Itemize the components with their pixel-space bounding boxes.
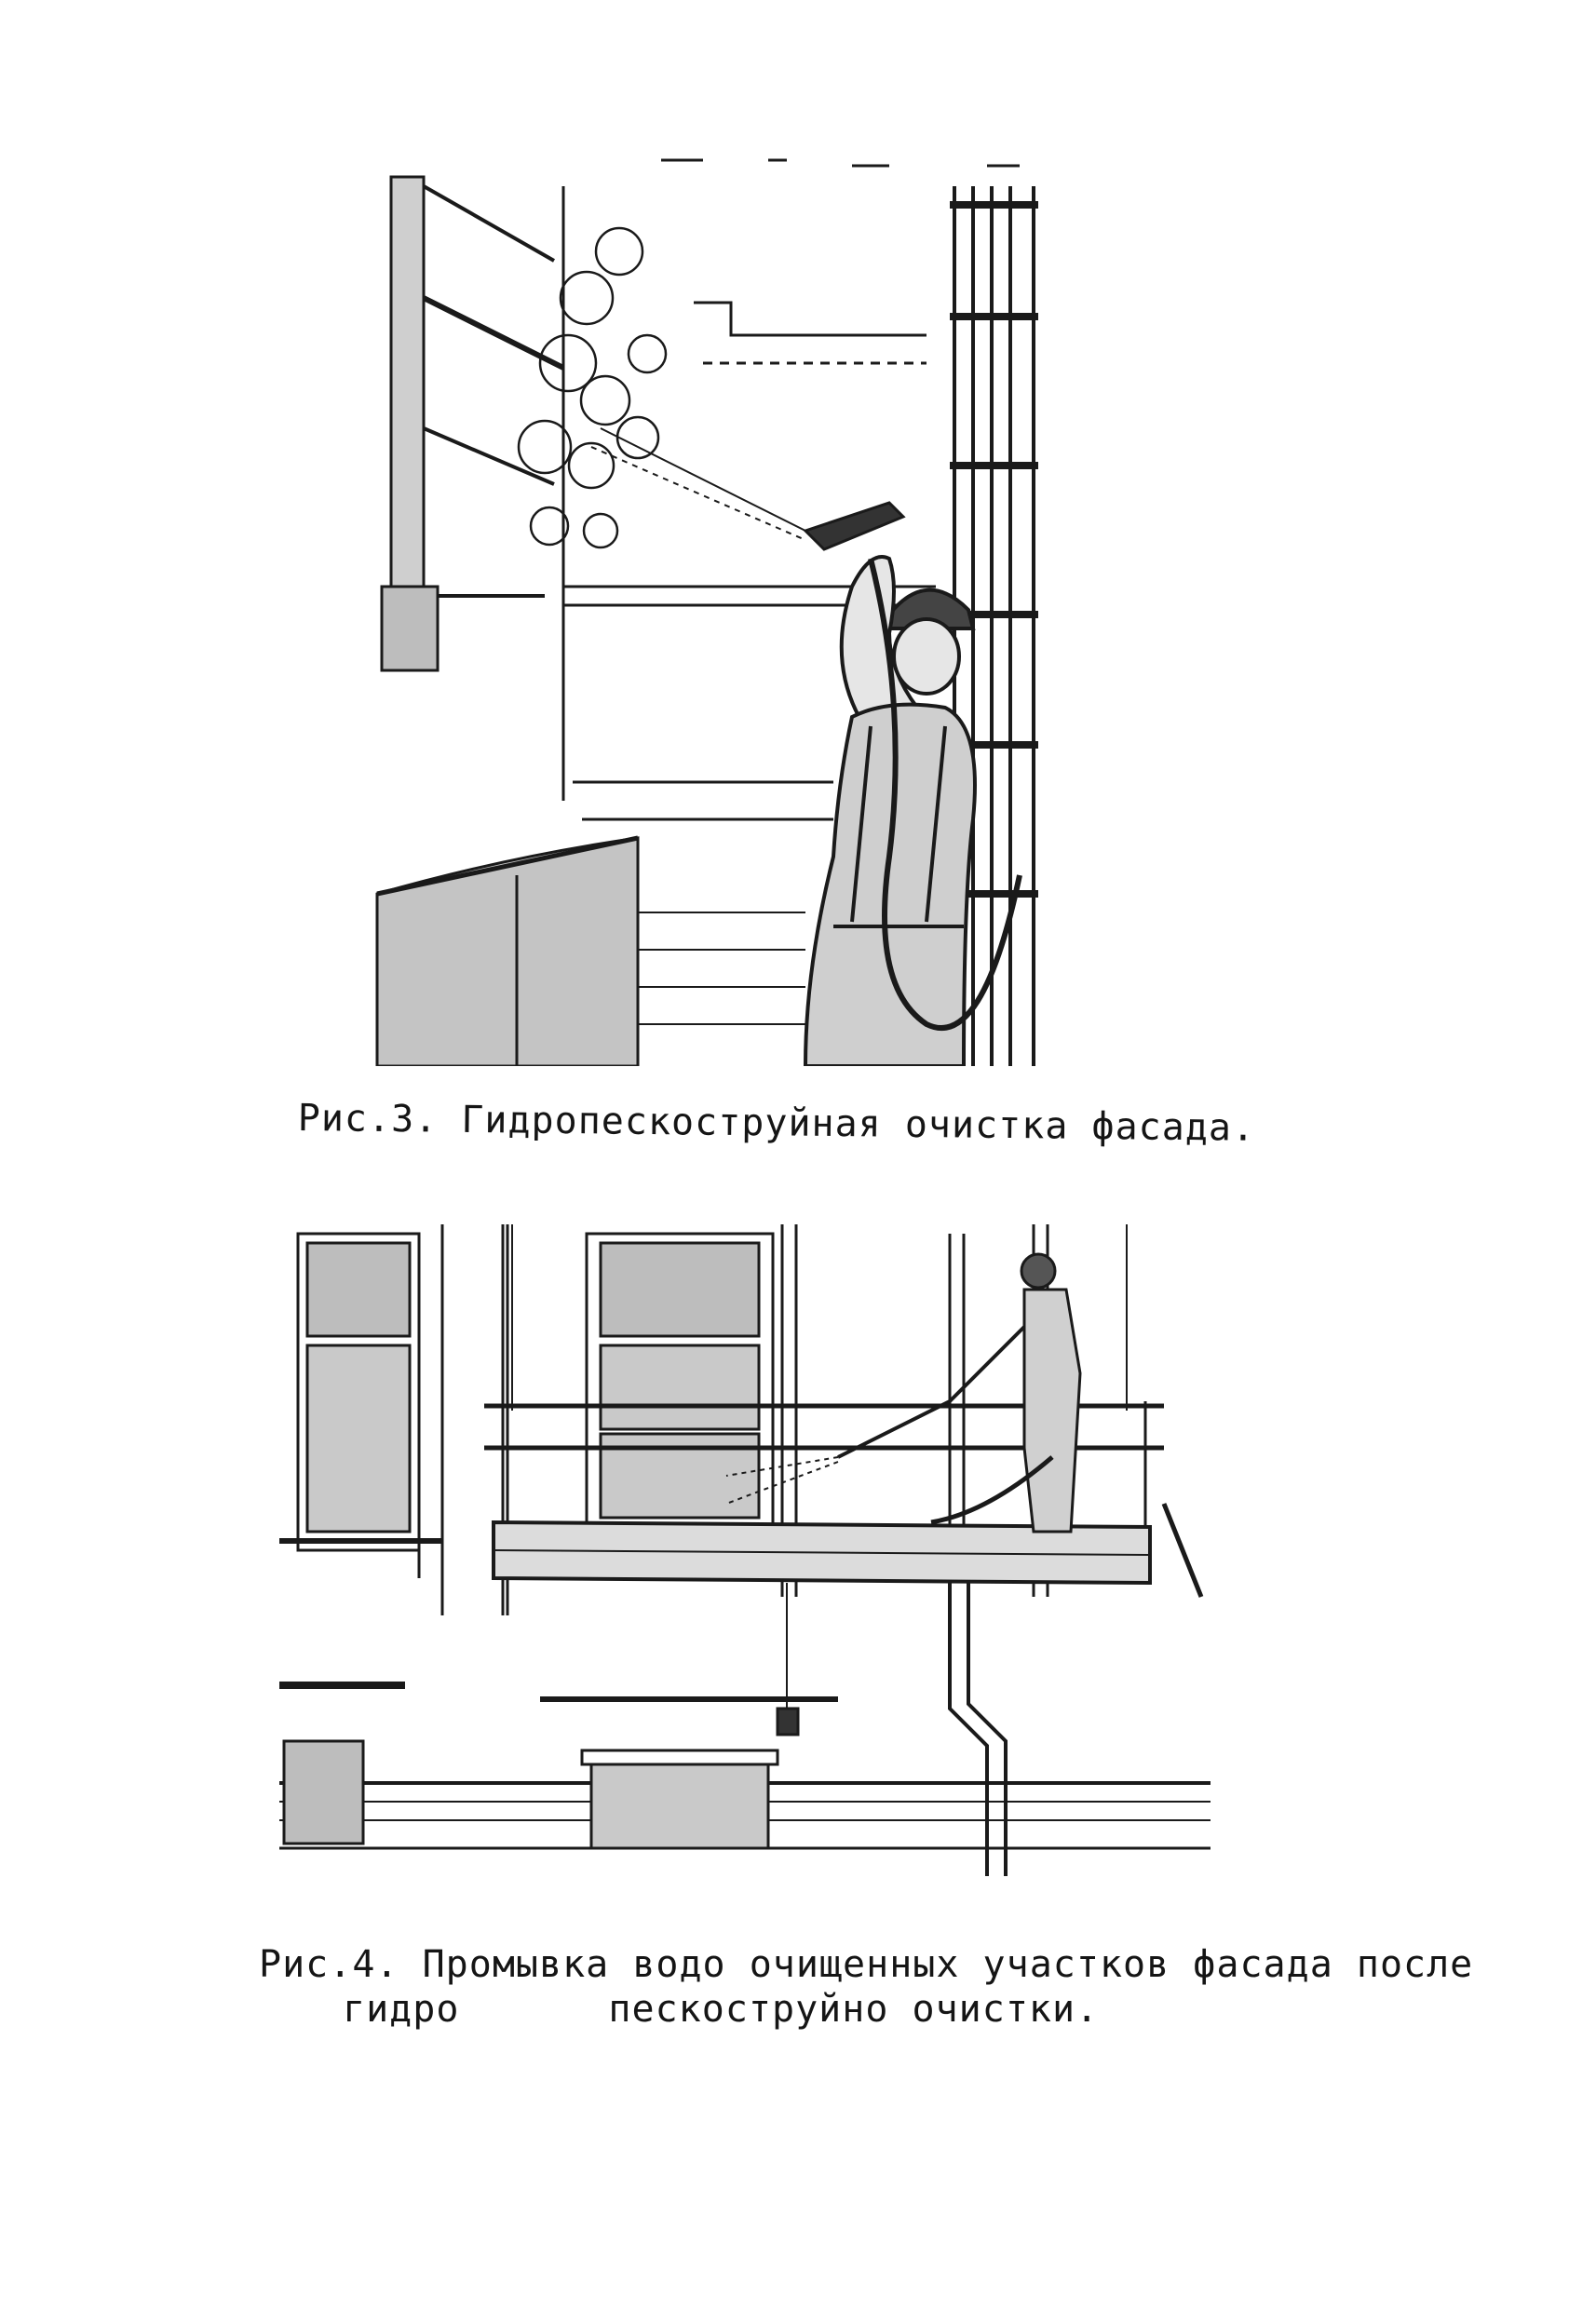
illustration-facade-washing-cradle — [279, 1224, 1220, 1885]
figure-facade-washing — [279, 1224, 1220, 1885]
figure-caption-4-line1: Рис.4. Промывка водо очищенных участков фасада после — [259, 1943, 1474, 1986]
figure-caption-3: Рис.3. Гидропескоструйная очистка фасада. — [297, 1097, 1256, 1150]
figure-caption-4-part2: пескоструйно очистки. — [608, 1988, 1100, 2031]
figure-hydro-sandblasting — [368, 149, 1052, 1066]
figure-caption-4-part1: гидро — [343, 1988, 460, 2031]
figure-caption-4-line2 — [343, 1988, 1099, 2031]
illustration-facade-sandblasting — [368, 149, 1052, 1066]
